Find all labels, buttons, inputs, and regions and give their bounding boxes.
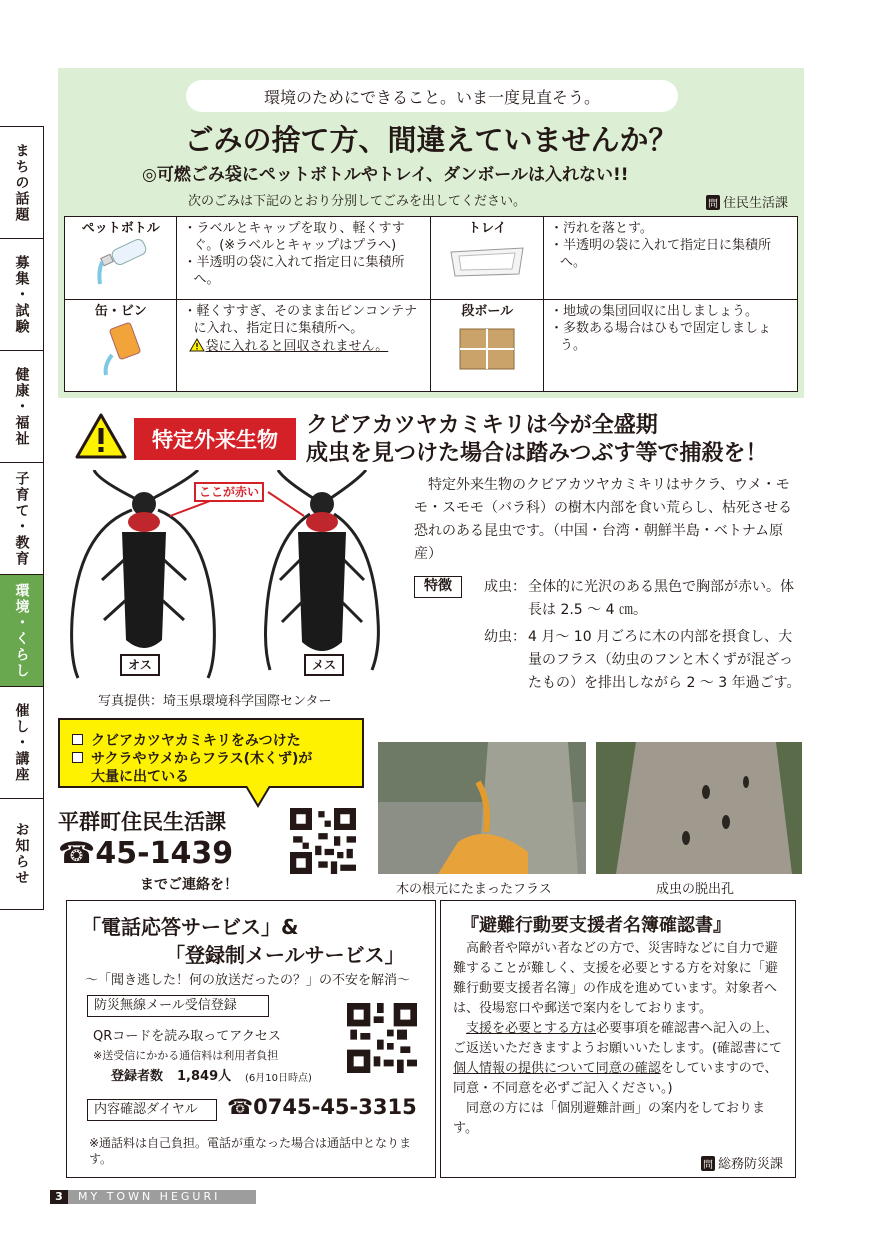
can-warning: 袋に入れると回収されません。 bbox=[189, 338, 388, 356]
contact-dept: 平群町住民生活課 bbox=[58, 810, 226, 834]
services-footnote: ※通話料は自己負担。電話が重なった場合は通話中となります。 bbox=[89, 1136, 412, 1166]
table-row bbox=[65, 217, 798, 300]
tray-cell: トレイ bbox=[431, 217, 543, 300]
evacuation-dept: 問 総務防災課 bbox=[702, 1157, 783, 1172]
can-bottle-instructions: ・軽くすすぎ、そのまま缶ビンコンテナに入れ、指定日に集積所へ。 袋に入れると回収されません。 bbox=[177, 300, 431, 392]
inquiry-icon: 問 bbox=[701, 1156, 715, 1171]
side-tab-6[interactable]: 催し・講座 bbox=[0, 686, 44, 798]
dial-tel[interactable]: ☎0745-45-3315 bbox=[227, 1095, 417, 1119]
evacuation-box bbox=[440, 900, 796, 1178]
pet-bottle-instructions: ・ラベルとキャップを取り、軽くすすぐ。(※ラベルとキャップはプラへ) ・半透明の袋に入れて指定日に集積所へ。 bbox=[177, 217, 431, 300]
side-tab-5-active[interactable]: 環境・くらし bbox=[0, 574, 44, 686]
cardboard-icon bbox=[452, 321, 522, 373]
inquiry-icon: 問 bbox=[706, 195, 720, 210]
callout-line-1: クビアカツヤカミキリをみつけた bbox=[72, 732, 301, 750]
side-tabs bbox=[0, 126, 44, 910]
warning-icon bbox=[189, 338, 205, 352]
services-title-1: 「電話応答サービス」& bbox=[81, 915, 299, 939]
exit-hole-caption: 成虫の脱出孔 bbox=[656, 882, 735, 897]
can-icon bbox=[86, 321, 156, 377]
side-tab-4[interactable]: 子育て・教育 bbox=[0, 462, 44, 574]
male-beetle-icon bbox=[72, 470, 215, 678]
qr-instruction: QRコードを読み取ってアクセス bbox=[93, 1029, 281, 1044]
pet-bottle-cell: ペットボトル bbox=[65, 217, 177, 300]
garbage-pill: 環境のためにできること。いま一度見直そう。 bbox=[186, 80, 678, 112]
pet-bottle-icon bbox=[86, 238, 156, 286]
frass-photo bbox=[378, 742, 586, 874]
report-callout bbox=[58, 718, 364, 788]
beetle-title-line2: 成虫を見つけた場合は踏みつぶす等で捕殺を！ bbox=[306, 441, 768, 466]
registrant-count-label: 登録者数 bbox=[111, 1069, 164, 1084]
cardboard-instructions: ・地域の集団回収に出しましょう。 ・多数ある場合はひもで固定しましょう。 bbox=[543, 300, 797, 392]
side-tab-2[interactable]: 募集・試験 bbox=[0, 238, 44, 350]
garbage-subtitle: ◎可燃ごみ袋にペットボトルやトレイ、ダンボールは入れない!! bbox=[142, 165, 629, 185]
evacuation-p2: 支援を必要とする方は必要事項を確認書へ記入の上、ご返送いただきますようお願いいたします。(確認書にて個人情報の提供について同意の確認をしていますので、同意・不同意を必ずご記入ください。) bbox=[453, 1021, 783, 1096]
exit-hole-photo bbox=[596, 742, 802, 874]
page-number: 3 bbox=[50, 1190, 68, 1204]
tray-icon bbox=[445, 238, 529, 282]
garbage-note: 次のごみは下記のとおり分別してごみを出してください。 bbox=[188, 194, 527, 209]
garbage-title: ごみの捨て方、間違えていませんか？ bbox=[184, 123, 678, 157]
callout-tail-icon bbox=[244, 786, 274, 808]
evacuation-title: 『避難行動要支援者名簿確認書』 bbox=[461, 915, 731, 936]
footer-text: MY TOWN HEGURI bbox=[78, 1190, 221, 1203]
red-part-label: ここが赤い bbox=[194, 482, 264, 502]
registrant-date: (6月10日時点) bbox=[245, 1073, 312, 1084]
registrant-count: 1,849人 bbox=[177, 1069, 232, 1084]
evacuation-p1: 高齢者や障がい者などの方で、災害時などに自力で避難することが難しく、支援を必要とする方を対象に「避難行動要支援者名簿」の作成を進めています。対象者へは、役場窓口や郵送で案内をしております。 bbox=[453, 941, 778, 1016]
fee-note: ※送受信にかかる通信料は利用者負担 bbox=[93, 1049, 279, 1062]
warning-icon bbox=[74, 412, 128, 460]
evacuation-body bbox=[453, 939, 787, 1139]
evacuation-p3: 同意の方には「個別避難計画」の案内をしております。 bbox=[453, 1101, 766, 1136]
qr-code-icon[interactable] bbox=[347, 1003, 417, 1073]
frass-caption: 木の根元にたまったフラス bbox=[396, 882, 552, 897]
adult-text: 全体的に光沢のある黒色で胸部が赤い。体長は 2.5 ～ 4 ㎝。 bbox=[528, 579, 794, 618]
feature-label: 特徴 bbox=[414, 576, 462, 598]
callout-line-2: サクラやウメからフラス(木くず)が bbox=[72, 750, 312, 768]
contact-tel[interactable]: ☎45-1439 bbox=[58, 836, 234, 871]
services-tagline: ～「聞き逃した！何の放送だったの？」の不安を解消～ bbox=[85, 973, 411, 988]
services-box bbox=[66, 900, 436, 1178]
checkbox-icon bbox=[72, 752, 83, 763]
beetle-description: 特定外来生物のクビアカツヤカミキリはサクラ、ウメ・モモ・スモモ（バラ科）の樹木内部を食い荒らし、枯死させる恐れのある昆虫です。（中国・台湾・朝鮮半島・ベトナム原産） bbox=[414, 477, 792, 562]
page-footer bbox=[50, 1190, 256, 1204]
adult-label: 成虫： bbox=[484, 579, 526, 595]
female-label: メス bbox=[304, 654, 344, 676]
larva-text: 4 月～ 10 月ごろに木の内部を摂食し、大量のフラス（幼虫のフンと木くずが混ざったもの）を排出しながら 2 ～ 3 年過ごす。 bbox=[528, 629, 801, 691]
table-row bbox=[65, 300, 798, 392]
qr-code-icon[interactable] bbox=[290, 808, 356, 874]
photo-credit: 写真提供：埼玉県環境科学国際センター bbox=[98, 694, 332, 709]
side-tab-7[interactable]: お知らせ bbox=[0, 798, 44, 910]
contact-ending: までご連絡を！ bbox=[140, 877, 238, 893]
side-tab-1[interactable]: まちの話題 bbox=[0, 126, 44, 238]
services-title-2: 「登録制メールサービス」 bbox=[165, 943, 405, 967]
larva-label: 幼虫： bbox=[484, 629, 526, 645]
can-bottle-cell: 缶・ビン bbox=[65, 300, 177, 392]
dial-label: 内容確認ダイヤル bbox=[87, 1099, 217, 1121]
side-tab-3[interactable]: 健康・福祉 bbox=[0, 350, 44, 462]
female-beetle-icon bbox=[266, 470, 379, 670]
beetle-title-line1: クビアカツヤカミキリは今が全盛期 bbox=[306, 413, 658, 438]
checkbox-icon bbox=[72, 734, 83, 745]
invasive-species-badge: 特定外来生物 bbox=[134, 418, 296, 460]
cardboard-cell: 段ボール bbox=[431, 300, 543, 392]
tray-instructions: ・汚れを落とす。 ・半透明の袋に入れて指定日に集積所へ。 bbox=[543, 217, 797, 300]
mail-registration-label: 防災無線メール受信登録 bbox=[87, 995, 269, 1017]
garbage-table bbox=[64, 216, 798, 392]
callout-line-3: 大量に出ている bbox=[91, 769, 189, 785]
garbage-dept: 問 住民生活課 bbox=[707, 196, 788, 211]
garbage-section bbox=[58, 68, 804, 398]
male-label: オス bbox=[120, 654, 160, 676]
